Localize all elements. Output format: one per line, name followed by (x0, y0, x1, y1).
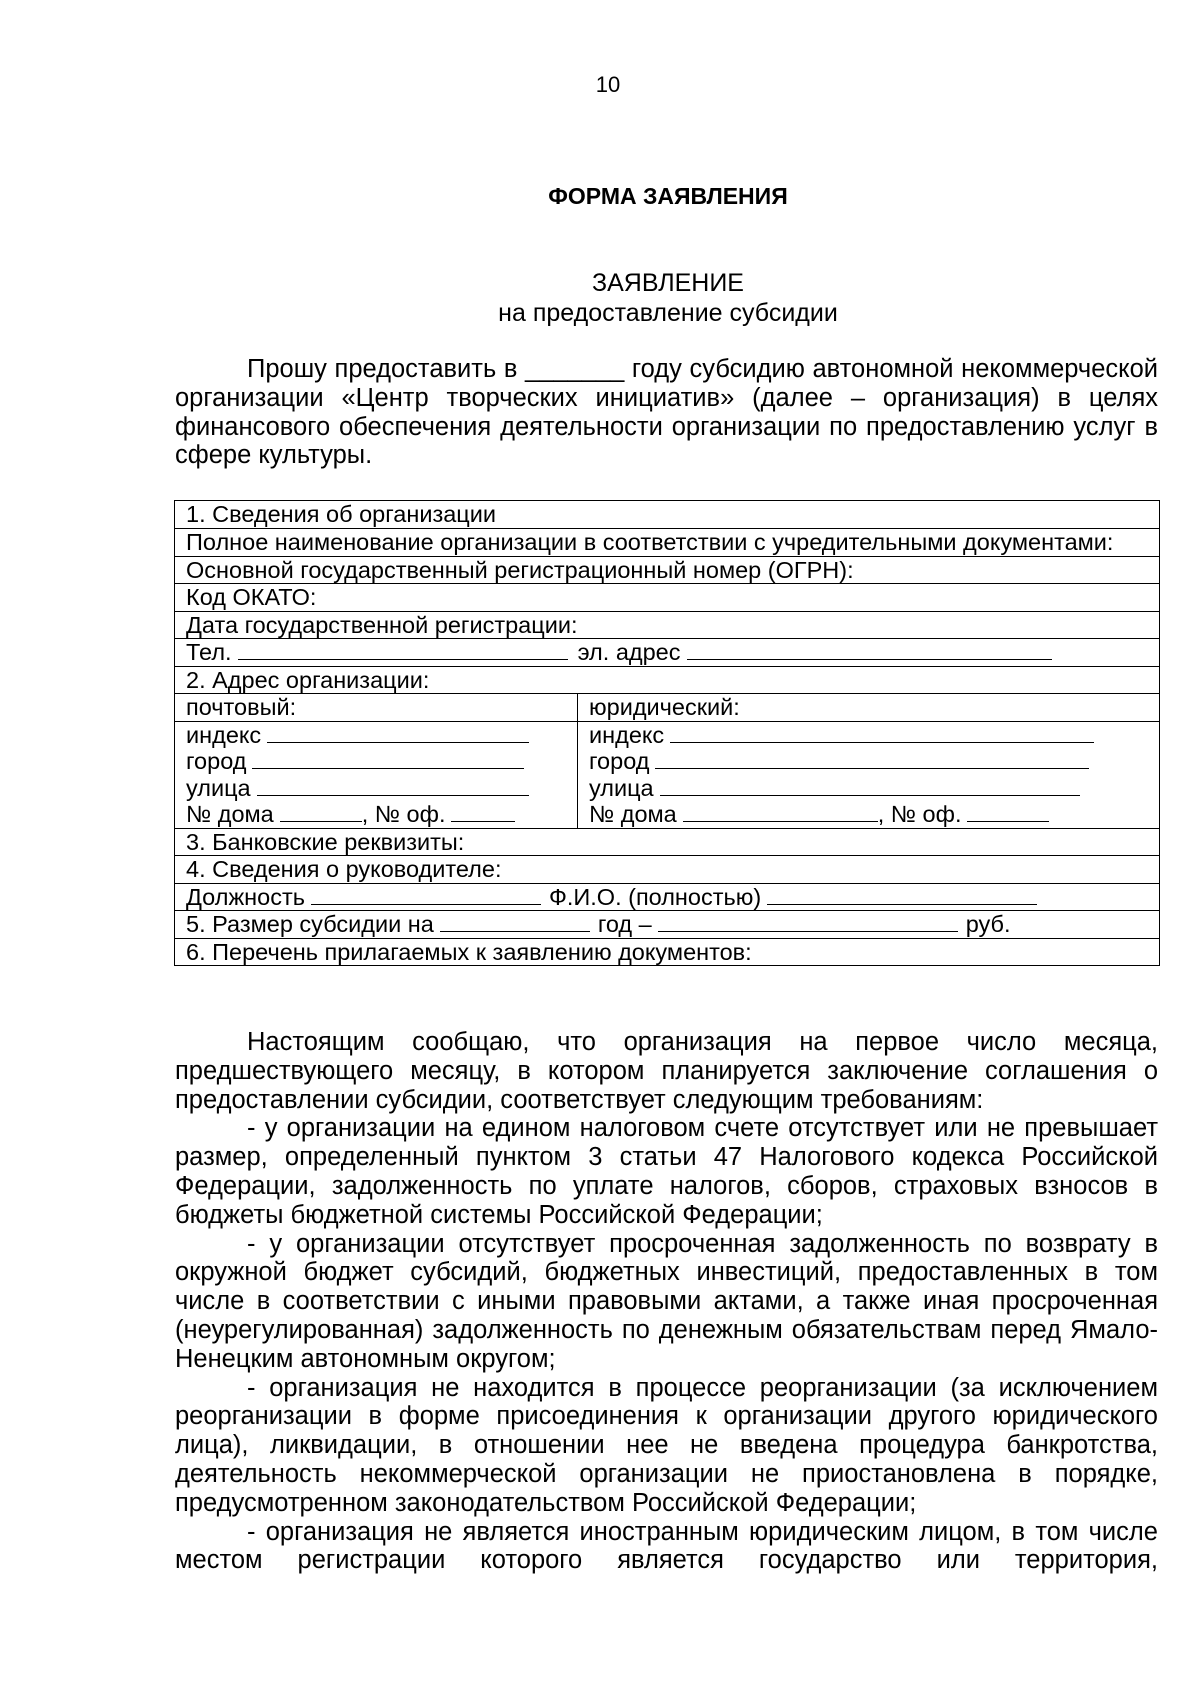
legal-house-blank (683, 801, 878, 822)
subsidy-amount-row (175, 910, 1159, 938)
legal-index-blank (670, 722, 1094, 743)
address-header-row (175, 693, 1159, 721)
legal-address-header: юридический: (589, 694, 740, 720)
postal-index-blank (267, 722, 529, 743)
application-title: ЗАЯВЛЕНИЕ (591, 269, 744, 297)
position-blank (311, 884, 541, 905)
postal-street-blank (257, 775, 529, 796)
requirement-overdue-debt: - у организации отсутствует просроченная задолженность по возврату в окружной бюджет субсидий, бюджетных инвестиций, предоставленных в том числе в соответствии с иными правовыми актами, а также иная просроченная (неурегулированная) задолженность по денежным обязательствам перед Ямало-Ненецким автономным округом; (175, 1229, 1158, 1373)
postal-address-header: почтовый: (186, 694, 297, 720)
legal-index-label: индекс (589, 721, 665, 748)
address-details-row (175, 721, 1159, 828)
form-heading: ФОРМА ЗАЯВЛЕНИЯ (548, 183, 788, 209)
postal-index-label: индекс (186, 721, 262, 748)
position-label: Должность (186, 883, 305, 910)
legal-city-blank (655, 748, 1089, 769)
legal-office-label: , № оф. (877, 801, 962, 827)
legal-address-block (578, 722, 1159, 828)
application-subtitle: на предоставление субсидии (498, 299, 838, 327)
subsidy-year-blank (440, 911, 590, 932)
fio-label: Ф.И.О. (полностью) (548, 883, 762, 910)
legal-house-label: № дома (589, 801, 677, 827)
intro-text: Прошу предоставить в _______ году субсидию автономной некоммерческой организации «Центр творческих инициатив» (далее – организация) в целях финансового обеспечения деятельности организации по предоставлению услуг в сфере культуры. (175, 355, 1158, 470)
fio-blank (767, 884, 1037, 905)
rub-label: руб. (965, 911, 1011, 937)
contacts-row (175, 638, 1159, 666)
section-director-info: 4. Сведения о руководителе: (175, 855, 1159, 883)
postal-office-label: , № оф. (361, 801, 446, 827)
postal-house-label: № дома (186, 801, 274, 827)
postal-office-blank (451, 801, 515, 822)
requirements-intro: Настоящим сообщаю, что организация на первое число месяца, предшествующего месяцу, в котором планируется заключение соглашения о предоставлении субсидии, соответствует следующим требованиям: (175, 1028, 1158, 1114)
registration-date-field: Дата государственной регистрации: (175, 611, 1159, 639)
postal-address-block (175, 722, 578, 828)
legal-office-blank (967, 801, 1049, 822)
page-number: 10 (595, 72, 621, 97)
full-name-field: Полное наименование организации в соответствии с учредительными документами: (175, 528, 1159, 556)
ogrn-field: Основной государственный регистрационный номер (ОГРН): (175, 556, 1159, 584)
phone-blank (238, 639, 568, 660)
section-address: 2. Адрес организации: (175, 666, 1159, 694)
postal-house-blank (280, 801, 362, 822)
intro-paragraph (175, 355, 1158, 470)
postal-city-label: город (186, 748, 247, 774)
requirements-text (175, 1028, 1158, 1575)
director-row (175, 883, 1159, 911)
requirement-no-reorganization: - организация не находится в процессе реорганизации (за исключением реорганизации в форме присоединения к организации другого юридического лица), ликвидации, в отношении нее не введена процедура банкротства, деятельность некоммерческой организации не приостановлена в порядке, предусмотренном законодательством Российской Федерации; (175, 1373, 1158, 1517)
phone-label: Тел. (186, 639, 232, 665)
subsidy-label: 5. Размер субсидии на (186, 911, 434, 937)
email-blank (687, 639, 1052, 660)
postal-city-blank (252, 748, 524, 769)
requirement-not-foreign: - организация не является иностранным юридическим лицом, в том числе местом регистрации которого является государство или территория, (175, 1517, 1158, 1575)
requirement-tax-debt: - у организации на едином налоговом счете отсутствует или не превышает размер, определенный пунктом 3 статьи 47 Налогового кодекса Российской Федерации, задолженность по уплате налогов, сборов, страховых взносов в бюджеты бюджетной системы Российской Федерации; (175, 1114, 1158, 1229)
subsidy-amount-blank (658, 911, 958, 932)
legal-city-label: город (589, 748, 650, 774)
okato-field: Код ОКАТО: (175, 583, 1159, 611)
application-form-table (174, 500, 1160, 966)
section-attached-documents: 6. Перечень прилагаемых к заявлению документов: (175, 938, 1159, 966)
section-organization-info: 1. Сведения об организации (186, 501, 496, 527)
year-label: год – (597, 911, 652, 937)
legal-street-label: улица (589, 774, 654, 801)
legal-street-blank (660, 775, 1080, 796)
postal-street-label: улица (186, 774, 251, 801)
email-label: эл. адрес (577, 639, 681, 665)
section-bank-details: 3. Банковские реквизиты: (175, 828, 1159, 856)
